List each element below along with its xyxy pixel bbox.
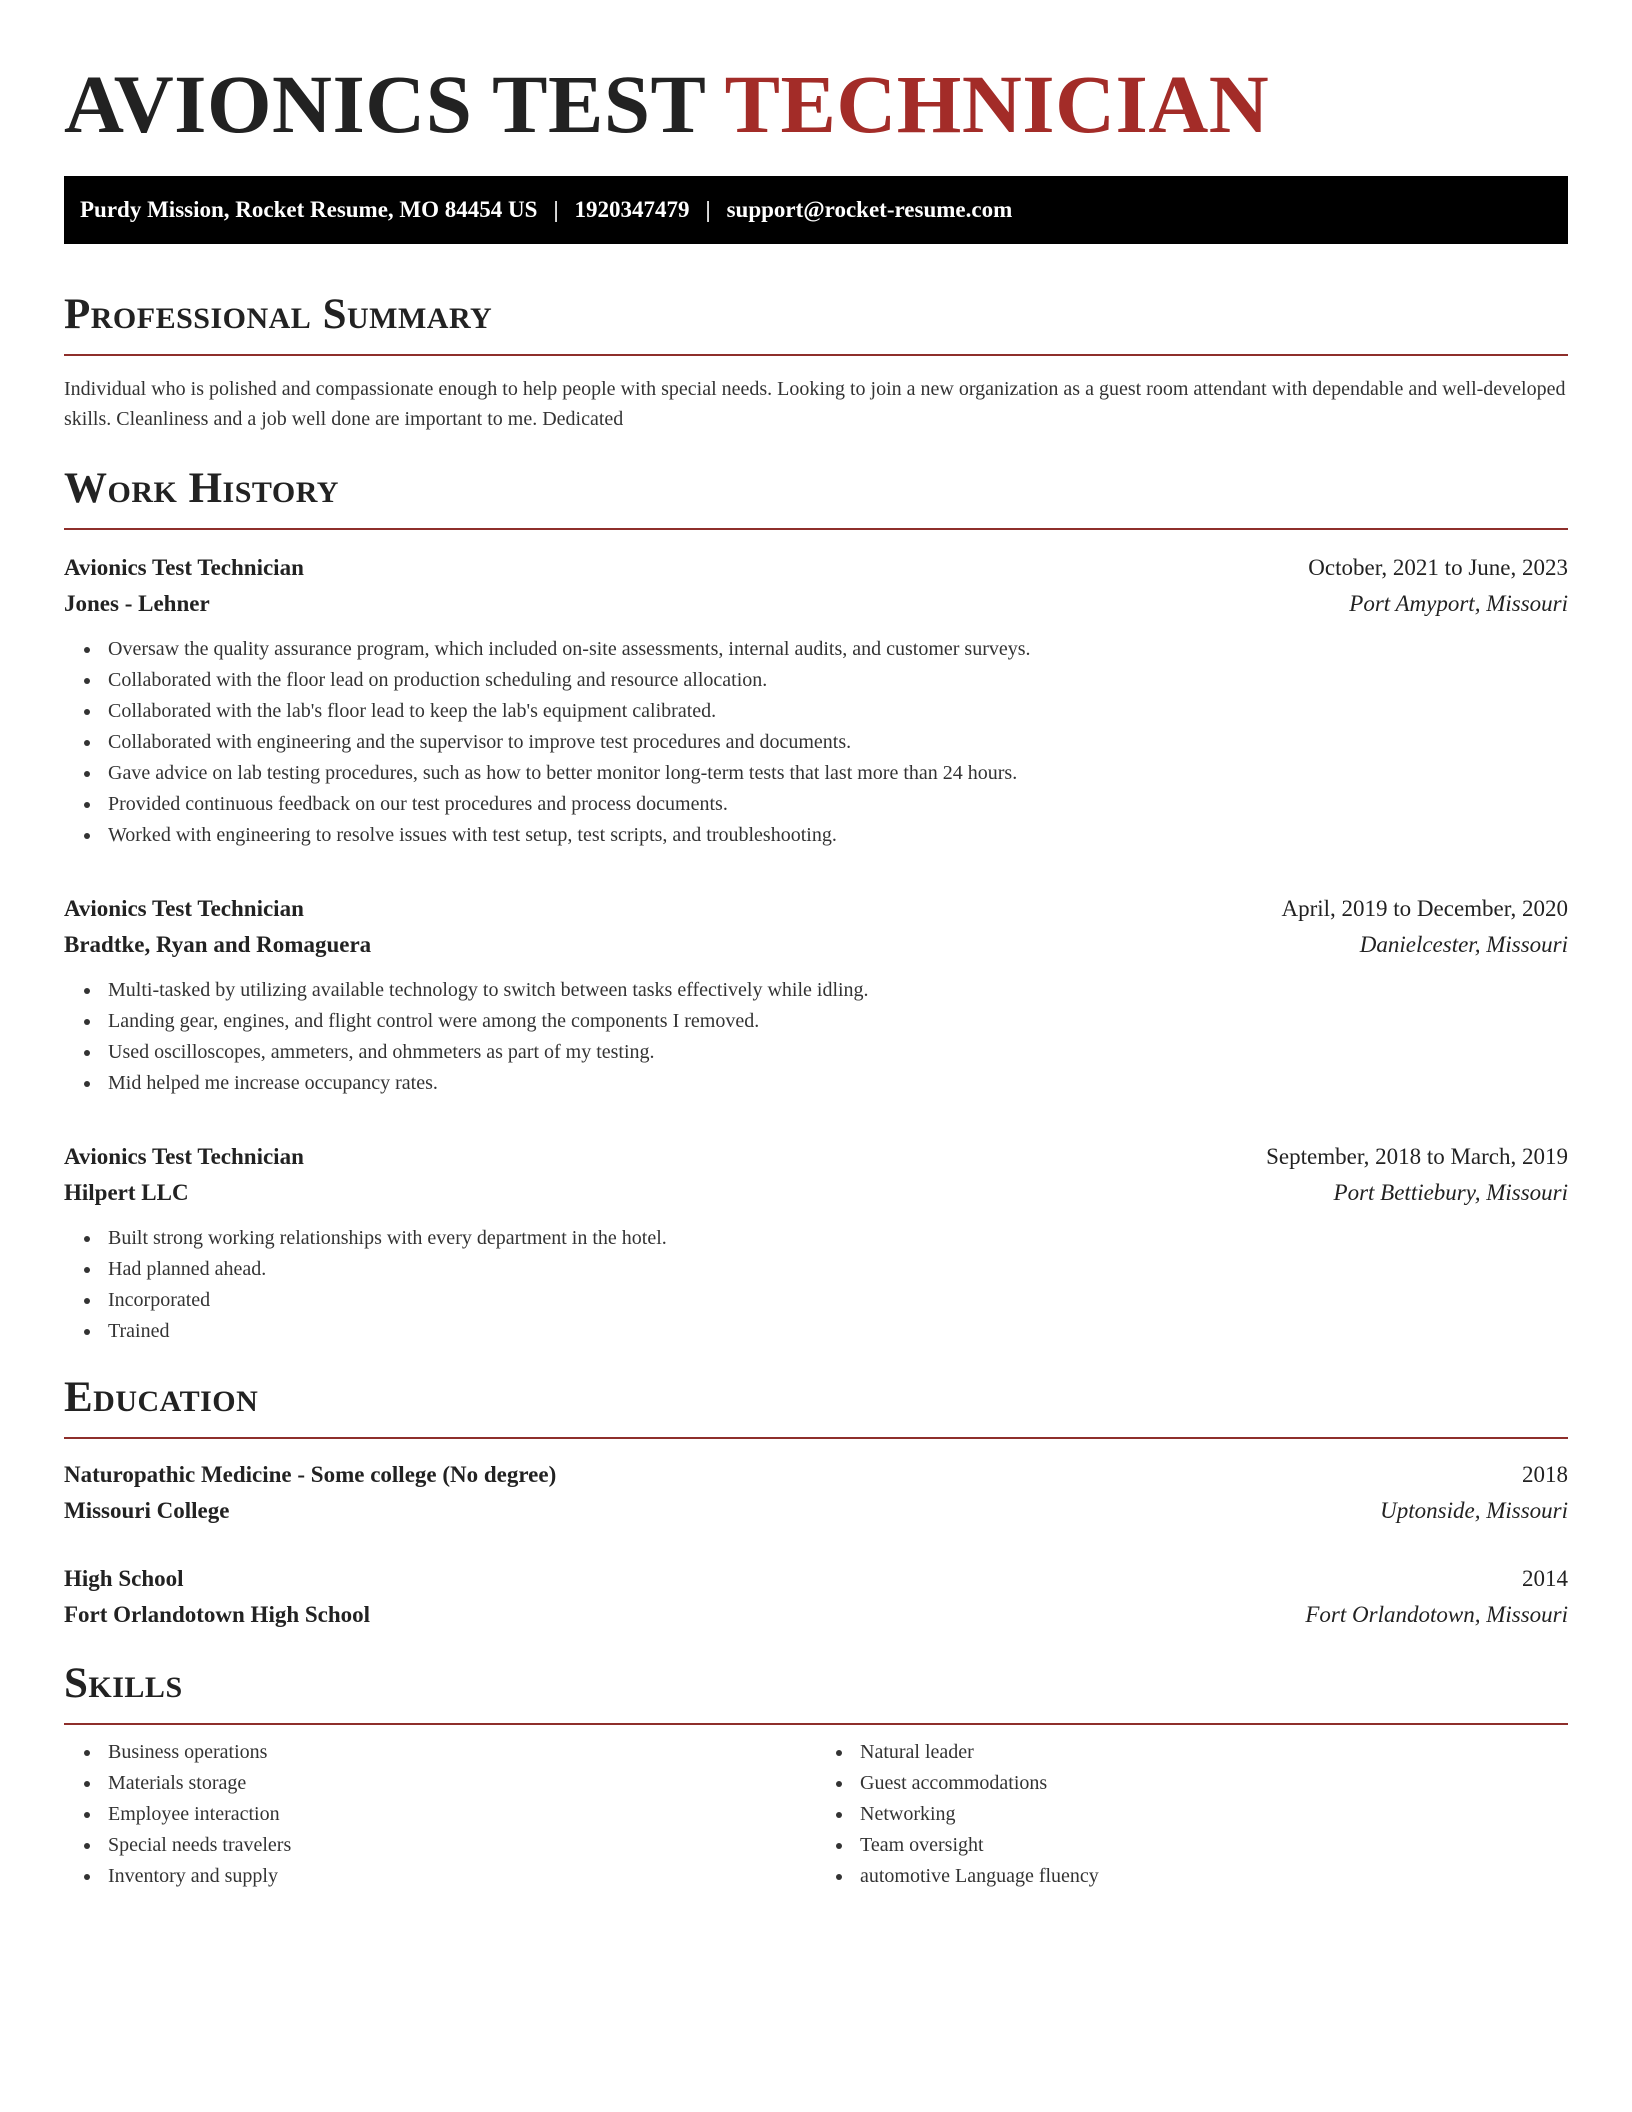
job-bullets [64, 1223, 1568, 1347]
skills-list-left [64, 1737, 816, 1892]
list-item: Employee interaction [108, 1799, 816, 1830]
name-first: AVIONICS TEST [64, 58, 705, 150]
skills-list-right [816, 1737, 1568, 1892]
job-header-row [64, 1139, 1568, 1175]
job-dates: April, 2019 to December, 2020 [1281, 896, 1568, 921]
list-item: Worked with engineering to resolve issues with test setup, test scripts, and troubleshooting. [108, 820, 1568, 851]
list-item: Built strong working relationships with every department in the hotel. [108, 1223, 1568, 1254]
list-item: automotive Language fluency [860, 1861, 1568, 1892]
contact-separator: | [553, 197, 559, 222]
job-location: Danielcester, Missouri [1359, 932, 1568, 957]
job-header-row [64, 550, 1568, 586]
section-divider [64, 528, 1568, 530]
job-location: Port Bettiebury, Missouri [1333, 1180, 1568, 1205]
job-company-row [64, 586, 1568, 622]
list-item: Used oscilloscopes, ammeters, and ohmmeters as part of my testing. [108, 1037, 1568, 1068]
list-item: Materials storage [108, 1768, 816, 1799]
skills-heading: Skills [64, 1660, 183, 1707]
skills-section [64, 1659, 1568, 1892]
contact-separator: | [705, 197, 711, 222]
job-header-row [64, 891, 1568, 927]
education-header-row [64, 1457, 1568, 1493]
job-company: Hilpert LLC [64, 1180, 189, 1205]
education-degree: High School [64, 1566, 184, 1591]
education-entry [64, 1561, 1568, 1633]
list-item: Networking [860, 1799, 1568, 1830]
education-degree: Naturopathic Medicine - Some college (No degree) [64, 1462, 557, 1487]
education-section [64, 1373, 1568, 1633]
list-item: Trained [108, 1316, 1568, 1347]
contact-address: Purdy Mission, Rocket Resume, MO 84454 US [80, 197, 538, 222]
job-dates: September, 2018 to March, 2019 [1266, 1144, 1568, 1169]
job-bullets [64, 634, 1568, 851]
contact-bar [64, 176, 1568, 244]
list-item: Oversaw the quality assurance program, which included on-site assessments, internal audits, and customer surveys. [108, 634, 1568, 665]
list-item: Mid helped me increase occupancy rates. [108, 1068, 1568, 1099]
list-item: Natural leader [860, 1737, 1568, 1768]
work-history-heading: Work History [64, 465, 339, 512]
list-item: Provided continuous feedback on our test procedures and process documents. [108, 789, 1568, 820]
list-item: Gave advice on lab testing procedures, such as how to better monitor long-term tests that last more than 24 hours. [108, 758, 1568, 789]
list-item: Inventory and supply [108, 1861, 816, 1892]
job-title: Avionics Test Technician [64, 1144, 304, 1169]
work-history-section [64, 464, 1568, 1347]
job-company: Jones - Lehner [64, 591, 210, 616]
job-company-row [64, 927, 1568, 963]
job-entry [64, 550, 1568, 851]
list-item: Team oversight [860, 1830, 1568, 1861]
education-school-row [64, 1597, 1568, 1633]
education-entry [64, 1457, 1568, 1529]
contact-phone: 1920347479 [574, 197, 690, 222]
list-item: Had planned ahead. [108, 1254, 1568, 1285]
summary-text: Individual who is polished and compassionate enough to help people with special needs. Looking to join a new organization as a guest room attendant with dependable and well-developed skills. Cleanliness and a job well done are important to me. Dedicated [64, 378, 1566, 430]
summary-heading: Professional Summary [64, 291, 493, 338]
section-divider [64, 354, 1568, 356]
education-location: Fort Orlandotown, Missouri [1305, 1602, 1568, 1627]
job-entry [64, 1139, 1568, 1347]
list-item: Collaborated with the floor lead on production scheduling and resource allocation. [108, 665, 1568, 696]
section-divider [64, 1437, 1568, 1439]
name-last: TECHNICIAN [724, 58, 1270, 150]
list-item: Collaborated with engineering and the supervisor to improve test procedures and documents. [108, 727, 1568, 758]
list-item: Business operations [108, 1737, 816, 1768]
list-item: Landing gear, engines, and flight control were among the components I removed. [108, 1006, 1568, 1037]
summary-section [64, 290, 1568, 434]
list-item: Special needs travelers [108, 1830, 816, 1861]
job-company: Bradtke, Ryan and Romaguera [64, 932, 372, 957]
job-dates: October, 2021 to June, 2023 [1308, 555, 1568, 580]
list-item: Collaborated with the lab's floor lead to keep the lab's equipment calibrated. [108, 696, 1568, 727]
education-heading: Education [64, 1374, 259, 1421]
list-item: Incorporated [108, 1285, 1568, 1316]
job-location: Port Amyport, Missouri [1349, 591, 1568, 616]
contact-email: support@rocket-resume.com [726, 197, 1013, 222]
job-entry [64, 891, 1568, 1099]
section-divider [64, 1723, 1568, 1725]
job-company-row [64, 1175, 1568, 1211]
education-header-row [64, 1561, 1568, 1597]
education-school-row [64, 1493, 1568, 1529]
resume-name [64, 56, 1568, 152]
skills-grid [64, 1737, 1568, 1892]
education-year: 2014 [1522, 1566, 1568, 1591]
list-item: Multi-tasked by utilizing available technology to switch between tasks effectively while idling. [108, 975, 1568, 1006]
job-bullets [64, 975, 1568, 1099]
education-school: Fort Orlandotown High School [64, 1602, 371, 1627]
education-location: Uptonside, Missouri [1380, 1498, 1568, 1523]
list-item: Guest accommodations [860, 1768, 1568, 1799]
education-school: Missouri College [64, 1498, 230, 1523]
job-title: Avionics Test Technician [64, 555, 304, 580]
job-title: Avionics Test Technician [64, 896, 304, 921]
education-year: 2018 [1522, 1462, 1568, 1487]
